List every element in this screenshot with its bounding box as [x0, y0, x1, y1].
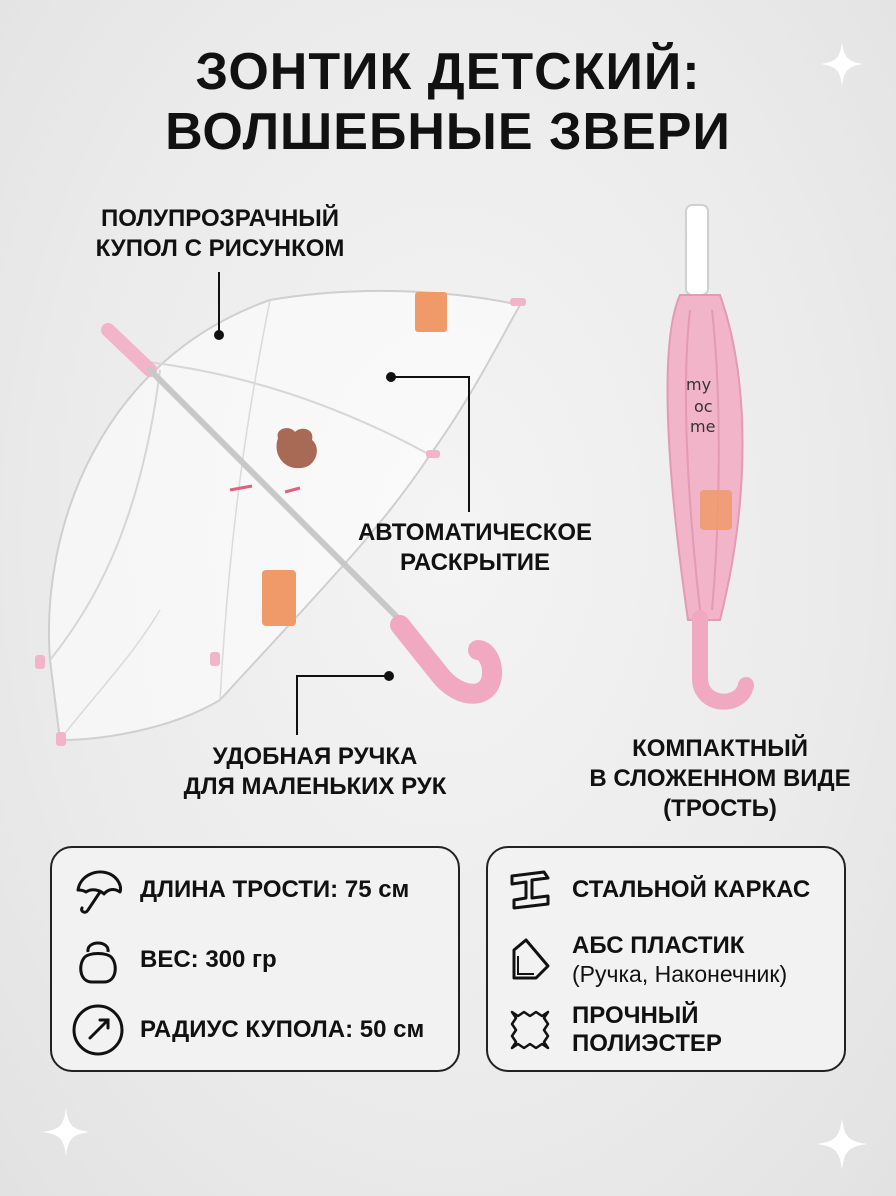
callout-auto-line: РАСКРЫТИЕ	[399, 549, 551, 576]
callout-compact-line: (ТРОСТЬ)	[663, 795, 777, 822]
callout-compact	[550, 734, 890, 824]
spec-text: ВЕС: 300 гр	[140, 946, 277, 973]
plastic-sheet-icon	[502, 932, 558, 988]
sparkle-icon	[814, 1116, 870, 1172]
umbrella-icon	[70, 862, 126, 918]
spec-text: АБС ПЛАСТИК	[572, 932, 745, 959]
spec-row	[70, 1002, 424, 1058]
callout-handle	[150, 742, 480, 802]
spec-text-group	[572, 932, 787, 988]
callout-compact-line: КОМПАКТНЫЙ	[632, 735, 808, 762]
callout-leader-line	[218, 272, 220, 332]
title-line-1: ЗОНТИК ДЕТСКИЙ:	[195, 43, 701, 101]
radius-icon	[70, 1002, 126, 1058]
title-line-2: ВОЛШЕБНЫЕ ЗВЕРИ	[165, 103, 731, 161]
callout-auto	[340, 518, 610, 578]
specs-card-right	[486, 846, 846, 1072]
callout-leader-line	[468, 376, 470, 512]
callout-dome-line: ПОЛУПРОЗРАЧНЫЙ	[100, 205, 340, 232]
callout-compact-line: В СЛОЖЕННОМ ВИДЕ	[589, 765, 851, 792]
callout-handle-line: УДОБНАЯ РУЧКА	[212, 743, 418, 770]
spec-text: РАДИУС КУПОЛА: 50 см	[140, 1016, 425, 1043]
callout-dot	[386, 372, 396, 382]
callout-auto-line: АВТОМАТИЧЕСКОЕ	[357, 519, 593, 546]
callout-leader-line	[296, 675, 388, 677]
spec-text: ДЛИНА ТРОСТИ: 75 см	[140, 876, 410, 903]
spec-subtext: (Ручка, Наконечник)	[572, 961, 788, 987]
spec-row	[70, 862, 409, 918]
spec-row	[502, 932, 787, 988]
page-title	[0, 42, 896, 162]
sparkle-icon	[40, 1106, 92, 1158]
spec-row	[502, 1002, 742, 1058]
sparkle-icon	[818, 40, 866, 88]
callout-dome-line: КУПОЛ С РИСУНКОМ	[95, 235, 345, 262]
spec-row	[502, 862, 810, 918]
folded-print-line: me	[690, 417, 716, 436]
specs-card-left	[50, 846, 460, 1072]
spec-row	[70, 932, 277, 988]
callout-dome	[60, 204, 380, 264]
folded-print-line: my	[686, 375, 712, 394]
callout-dot	[214, 330, 224, 340]
kettlebell-icon	[70, 932, 126, 988]
steel-beam-icon	[502, 862, 558, 918]
folded-print-line: oc	[694, 397, 713, 416]
spec-text: ПРОЧНЫЙ ПОЛИЭСТЕР	[572, 1002, 722, 1057]
spec-text: СТАЛЬНОЙ КАРКАС	[572, 876, 811, 903]
folded-umbrella-image	[650, 200, 780, 720]
callout-leader-line	[392, 376, 470, 378]
fabric-icon	[502, 1002, 558, 1058]
callout-leader-line	[296, 675, 298, 735]
callout-handle-line: ДЛЯ МАЛЕНЬКИХ РУК	[183, 773, 447, 800]
